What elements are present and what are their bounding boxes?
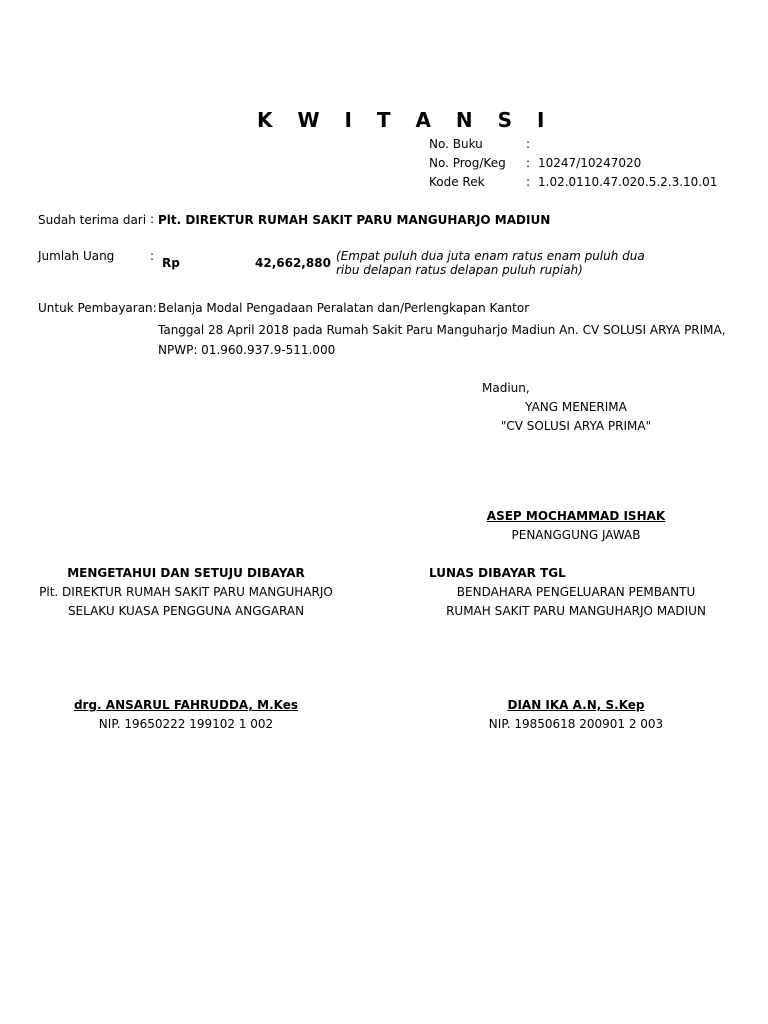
from-separator: : xyxy=(150,212,155,226)
recipient-role: PENANGGUNG JAWAB xyxy=(511,528,641,542)
approver-line-1: Plt. DIREKTUR RUMAH SAKIT PARU MANGUHARJO xyxy=(39,585,333,599)
no-buku-label: No. Buku xyxy=(429,137,483,151)
purpose-line-2: Tanggal 28 April 2018 pada Rumah Sakit Paru Manguharjo Madiun An. CV SOLUSI ARYA PRIMA, xyxy=(158,323,726,337)
recipient-place: Madiun, xyxy=(482,381,530,395)
purpose-label: Untuk Pembayaran: xyxy=(38,301,157,315)
treasurer-name: DIAN IKA A.N, S.Kep xyxy=(507,698,645,712)
approver-heading: MENGETAHUI DAN SETUJU DIBAYAR xyxy=(67,566,305,580)
amount-value: 42,662,880 xyxy=(255,256,331,270)
recipient-heading: YANG MENERIMA xyxy=(525,400,627,414)
purpose-line-1: Belanja Modal Pengadaan Peralatan dan/Perlengkapan Kantor xyxy=(158,301,530,315)
no-prog-separator: : xyxy=(526,156,531,170)
recipient-company: "CV SOLUSI ARYA PRIMA" xyxy=(500,419,652,433)
approver-nip: NIP. 19650222 199102 1 002 xyxy=(98,717,274,731)
document-title: K W I T A N S I xyxy=(257,108,554,132)
from-label: Sudah terima dari xyxy=(38,213,147,227)
kode-rek-value: 1.02.0110.47.020.5.2.3.10.01 xyxy=(538,175,718,189)
treasurer-nip: NIP. 19850618 200901 2 003 xyxy=(488,717,664,731)
treasurer-line-2: RUMAH SAKIT PARU MANGUHARJO MADIUN xyxy=(446,604,706,618)
approver-name: drg. ANSARUL FAHRUDDA, M.Kes xyxy=(73,698,299,712)
kode-rek-label: Kode Rek xyxy=(429,175,485,189)
amount-in-words: (Empat puluh dua juta enam ratus enam puluh dua ribu delapan ratus delapan puluh rupiah) xyxy=(336,249,645,277)
amount-separator: : xyxy=(150,249,155,263)
treasurer-heading: LUNAS DIBAYAR TGL xyxy=(429,566,566,580)
from-value: Plt. DIREKTUR RUMAH SAKIT PARU MANGUHARJO MADIUN xyxy=(158,213,551,227)
no-buku-separator: : xyxy=(526,137,531,151)
no-prog-value: 10247/10247020 xyxy=(538,156,642,170)
amount-currency: Rp xyxy=(162,256,180,270)
recipient-name: ASEP MOCHAMMAD ISHAK xyxy=(486,509,666,523)
treasurer-line-1: BENDAHARA PENGELUARAN PEMBANTU xyxy=(456,585,696,599)
amount-label: Jumlah Uang xyxy=(38,249,115,263)
kode-rek-separator: : xyxy=(526,175,531,189)
purpose-line-3: NPWP: 01.960.937.9-511.000 xyxy=(158,343,336,357)
approver-line-2: SELAKU KUASA PENGGUNA ANGGARAN xyxy=(67,604,305,618)
no-prog-label: No. Prog/Keg xyxy=(429,156,506,170)
